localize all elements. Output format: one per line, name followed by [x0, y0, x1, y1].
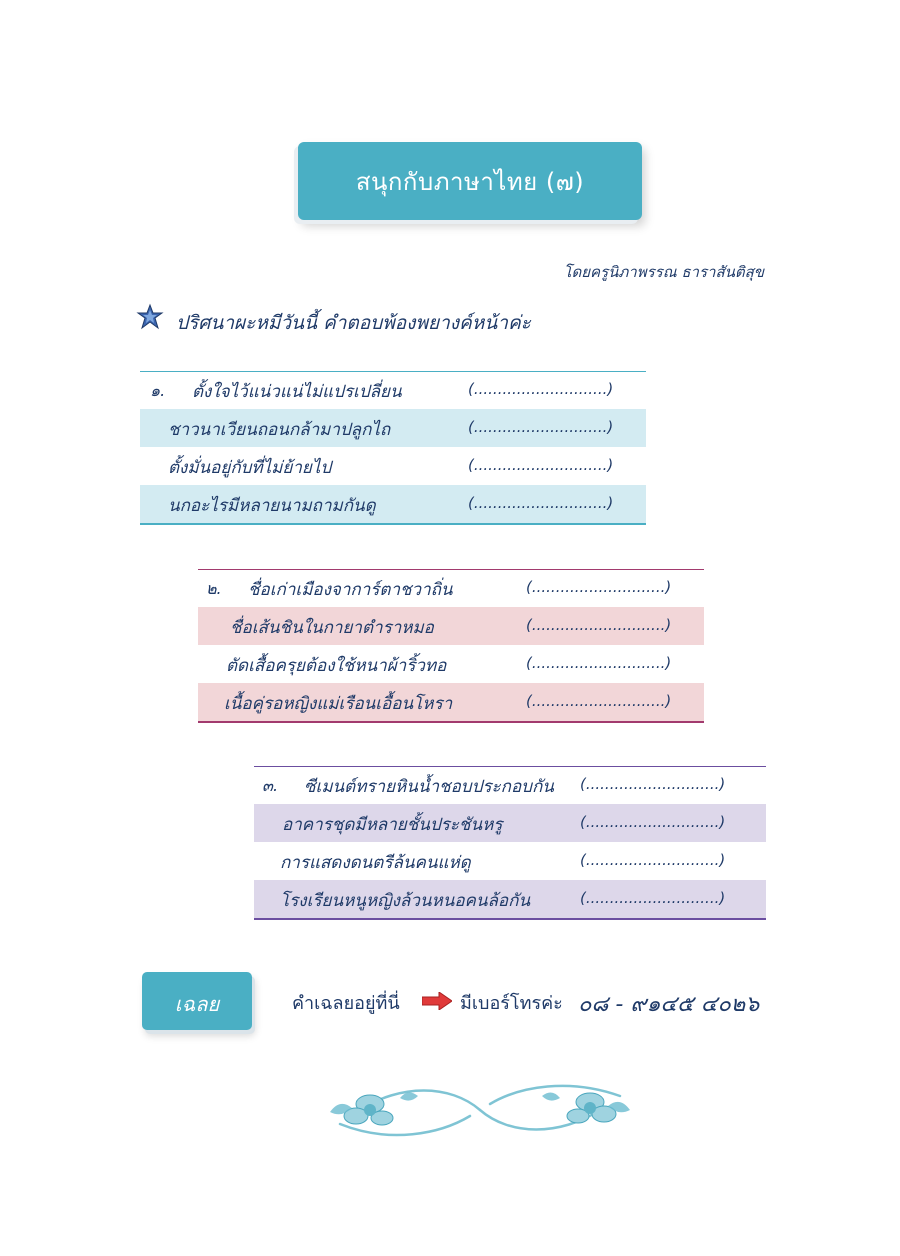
answer-button[interactable] — [142, 972, 252, 1030]
riddle-group-1 — [140, 371, 646, 525]
answer-blank: (............................) — [580, 889, 726, 907]
riddle-text: เนื้อคู่รอหญิงแม่เรือนเอื้อนโหรา — [224, 694, 453, 714]
riddle-line — [140, 485, 646, 523]
riddle-text: ชื่อเก่าเมืองจาการ์ตาชวาถิ่น — [248, 580, 453, 600]
answer-hint: คำเฉลยอยู่ที่นี่ — [292, 993, 400, 1014]
riddle-group-3 — [254, 766, 766, 920]
riddle-line — [254, 766, 766, 804]
riddle-line — [254, 880, 766, 918]
title-banner — [298, 142, 642, 220]
riddle-group-2 — [198, 569, 704, 723]
riddle-text: ชาวนาเวียนถอนกล้ามาปลูกไถ — [168, 420, 391, 440]
arrow-right-icon — [422, 992, 452, 1010]
riddle-text: ชื่อเส้นชินในกายาตำราหมอ — [230, 618, 434, 638]
author-line: โดยครูนิภาพรรณ ธาราสันติสุข — [563, 263, 764, 281]
riddle-text: อาคารชุดมีหลายชั้นประชันหรู — [282, 815, 503, 835]
section-heading: ปริศนาผะหมีวันนี้ คำตอบพ้องพยางค์หน้าค่ะ — [176, 312, 531, 334]
answer-blank: (............................) — [468, 494, 614, 512]
riddle-text: ตั้งมั่นอยู่กับที่ไม่ย้ายไป — [168, 458, 332, 478]
riddle-number: ๒. — [206, 579, 222, 598]
answer-blank: (............................) — [580, 813, 726, 831]
floral-ornament — [300, 1064, 660, 1156]
answer-blank: (............................) — [580, 775, 726, 793]
riddle-line — [140, 409, 646, 447]
page-title: สนุกกับภาษาไทย (๗) — [355, 168, 585, 196]
group-bottom-rule — [140, 523, 646, 525]
answer-blank: (............................) — [580, 851, 726, 869]
riddle-number: ๑. — [150, 381, 166, 400]
phone-label: มีเบอร์โทรค่ะ — [460, 993, 563, 1014]
riddle-number: ๓. — [262, 776, 279, 795]
riddle-line — [254, 842, 766, 880]
group-bottom-rule — [198, 721, 704, 723]
answer-blank: (............................) — [526, 692, 672, 710]
riddle-text: ตัดเสื้อครุยต้องใช้หนาผ้าริ้วทอ — [226, 656, 447, 676]
star-icon — [136, 303, 164, 331]
answer-blank: (............................) — [468, 456, 614, 474]
riddle-line — [198, 645, 704, 683]
riddle-line — [198, 607, 704, 645]
riddle-line — [198, 683, 704, 721]
answer-blank: (............................) — [526, 616, 672, 634]
answer-blank: (............................) — [468, 418, 614, 436]
riddle-line — [254, 804, 766, 842]
riddle-line — [198, 569, 704, 607]
answer-blank: (............................) — [468, 380, 614, 398]
riddle-text: ซีเมนต์ทรายหินน้ำชอบประกอบกัน — [304, 777, 554, 797]
riddle-text: การแสดงดนตรีล้นคนแห่ดู — [280, 853, 471, 873]
answer-label: เฉลย — [174, 992, 220, 1016]
riddle-text: ตั้งใจไว้แน่วแน่ไม่แปรเปลี่ยน — [192, 382, 402, 402]
phone-number: ๐๘ - ๙๑๔๕ ๔๐๒๖ — [578, 992, 760, 1017]
riddle-text: โรงเรียนหนูหญิงล้วนหนอคนล้อกัน — [280, 891, 531, 911]
riddle-line — [140, 447, 646, 485]
answer-blank: (............................) — [526, 578, 672, 596]
group-bottom-rule — [254, 918, 766, 920]
riddle-text: นกอะไรมีหลายนามถามกันดู — [168, 496, 376, 516]
riddle-line — [140, 371, 646, 409]
answer-blank: (............................) — [526, 654, 672, 672]
